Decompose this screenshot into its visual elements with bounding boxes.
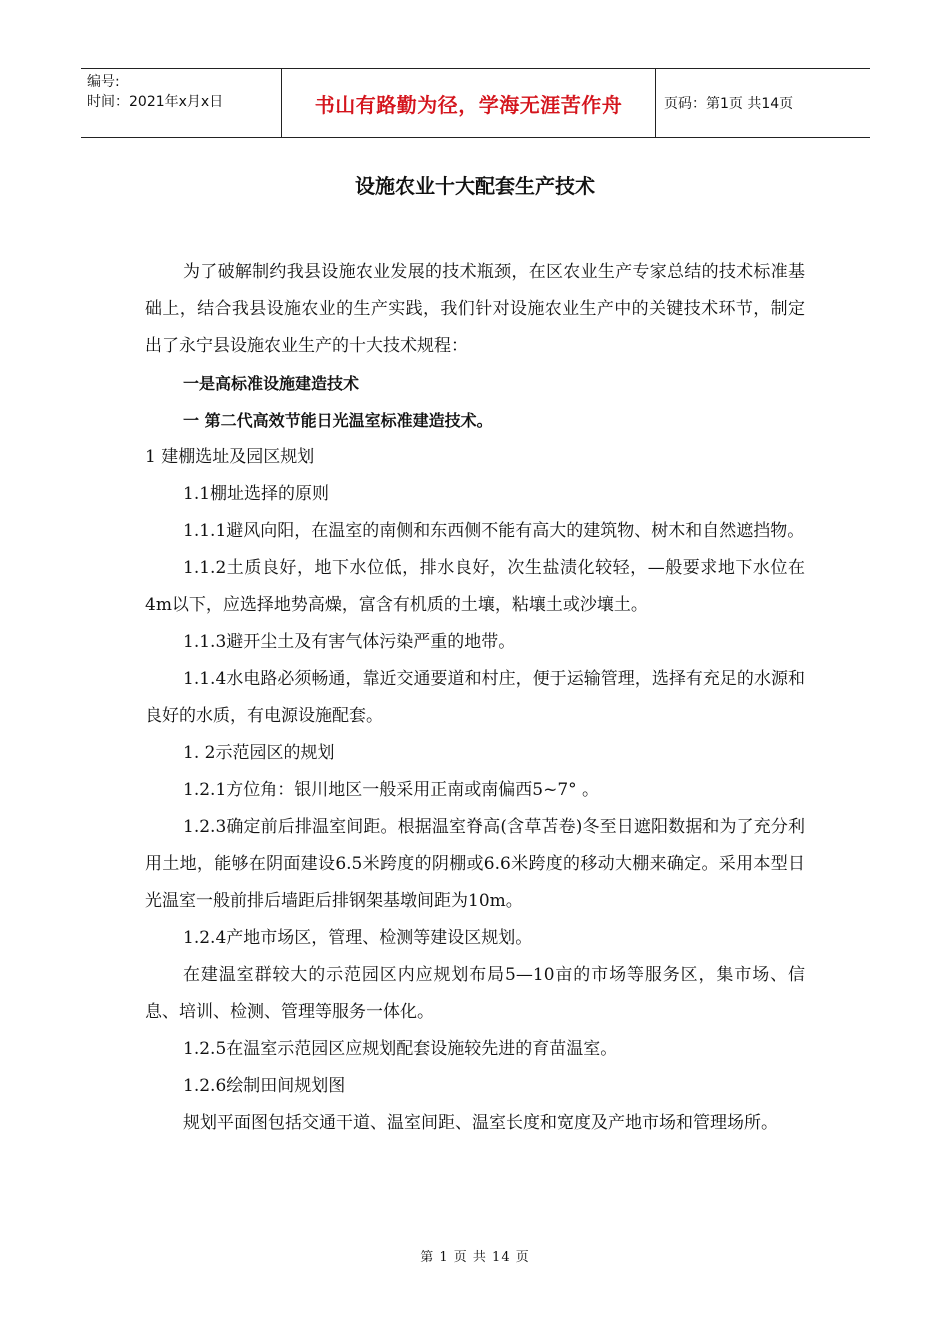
body-paragraph: 1. 2示范园区的规划 <box>183 743 335 763</box>
document-header <box>81 68 870 138</box>
body-paragraph: 1.2.6绘制田间规划图 <box>183 1076 346 1096</box>
section-heading: 一是高标准设施建造技术 <box>183 374 360 393</box>
body-paragraph: 1.1.4水电路必须畅通，靠近交通要道和村庄，便于运输管理，选择有充足的水源和良好的水质，有电源设施配套。 <box>145 669 805 726</box>
header-motto: 书山有路勤为径，学海无涯苦作舟 <box>281 69 656 137</box>
body-paragraph: 1.2.1方位角：银川地区一般采用正南或南偏西5~7° 。 <box>183 780 600 800</box>
header-page-info: 页码：第1页 共14页 <box>664 96 794 112</box>
number-label: 编号: <box>87 74 120 90</box>
body-paragraph: 1.1棚址选择的原则 <box>183 484 330 504</box>
body-paragraph: 为了破解制约我县设施农业发展的技术瓶颈，在区农业生产专家总结的技术标准基础上，结合我县设施农业的生产实践，我们针对设施农业生产中的关键技术环节，制定出了永宁县设施农业生产的十大技术规程： <box>145 262 805 356</box>
section-heading: 一 第二代高效节能日光温室标准建造技术。 <box>183 411 493 430</box>
header-meta <box>81 69 281 137</box>
body-paragraph: 1.1.1避风向阳，在温室的南侧和东西侧不能有高大的建筑物、树木和自然遮挡物。 <box>183 521 805 541</box>
document-body <box>145 254 805 1142</box>
body-paragraph: 1 建棚选址及园区规划 <box>145 447 315 467</box>
body-paragraph: 1.2.5在温室示范园区应规划配套设施较先进的育苗温室。 <box>183 1039 618 1059</box>
body-paragraph: 在建温室群较大的示范园区内应规划布局5—10亩的市场等服务区，集市场、信息、培训、检测、管理等服务一体化。 <box>145 965 805 1022</box>
document-title: 设施农业十大配套生产技术 <box>355 174 595 198</box>
time-label: 时间：2021年x月x日 <box>87 94 224 110</box>
body-paragraph: 1.1.2土质良好，地下水位低，排水良好，次生盐渍化较轻，—般要求地下水位在4m以下，应选择地势高燥，富含有机质的土壤，粘壤土或沙壤土。 <box>145 558 805 615</box>
body-paragraph: 1.2.3确定前后排温室间距。根据温室脊高(含草苫卷)冬至日遮阳数据和为了充分利用土地，能够在阴面建设6.5米跨度的阴棚或6.6米跨度的移动大棚来确定。采用本型日光温室一般前排后墙距后排钢架基墩间距为10m。 <box>145 817 805 911</box>
body-paragraph: 1.2.4产地市场区，管理、检测等建设区规划。 <box>183 928 533 948</box>
page-footer: 第 1 页 共 14 页 <box>420 1250 530 1265</box>
body-paragraph: 规划平面图包括交通干道、温室间距、温室长度和宽度及产地市场和管理场所。 <box>183 1113 778 1133</box>
body-paragraph: 1.1.3避开尘土及有害气体污染严重的地带。 <box>183 632 516 652</box>
